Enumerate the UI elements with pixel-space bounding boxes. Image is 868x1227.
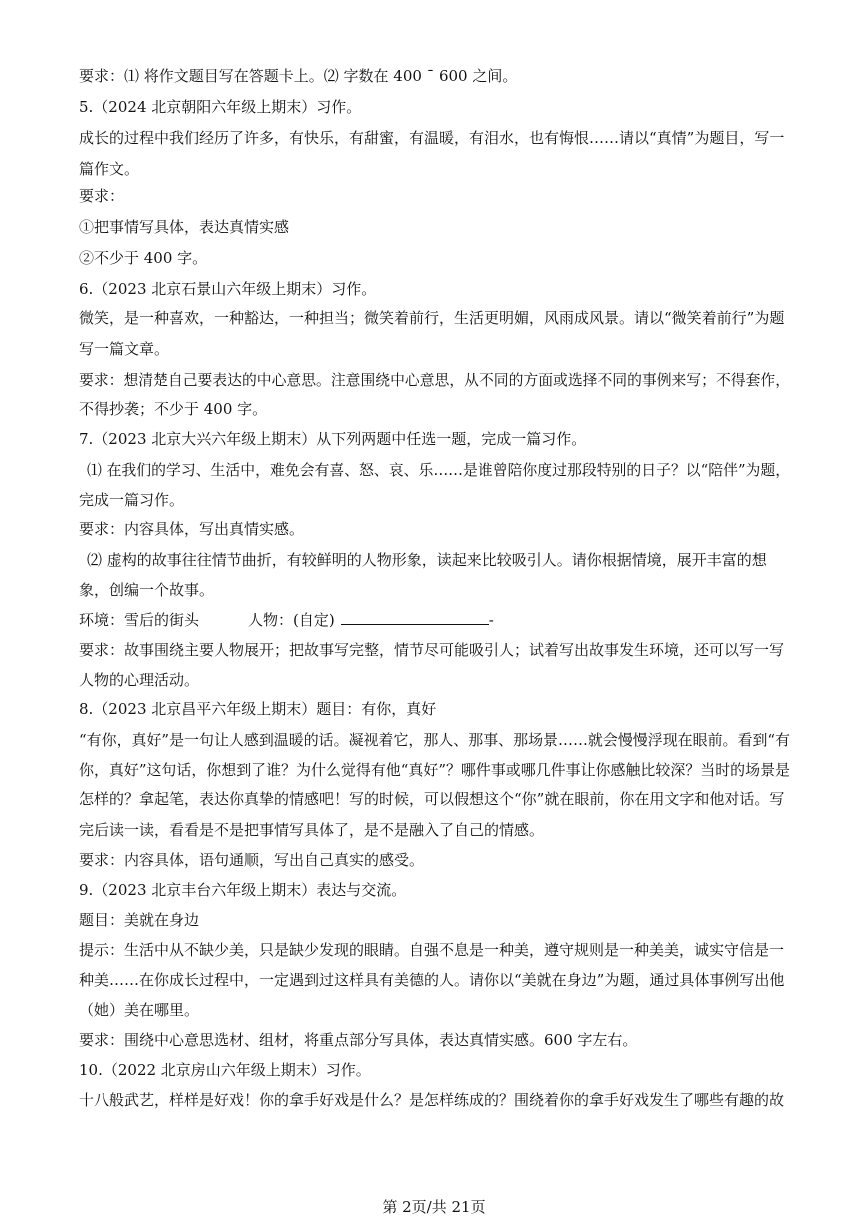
question-heading: 6.（2023 北京石景山六年级上期末）习作。: [79, 280, 377, 298]
text-line: 写一篇文章。: [79, 340, 170, 358]
text-line: 成长的过程中我们经历了许多，有快乐，有甜蜜，有温暖，有泪水，也有悔恨……请以“真情”为题目，写一: [79, 129, 785, 147]
text-line: 题目：美就在身边: [79, 911, 200, 929]
text-line: 不得抄袭；不少于 400 字。: [79, 400, 268, 418]
question-heading: 8.（2023 北京昌平六年级上期末）题目：有你，真好: [79, 700, 437, 718]
text-line: 要求：: [79, 187, 125, 205]
character-line: [248, 610, 494, 630]
text-line: “有你，真好”是一句让人感到温暖的话。凝视着它，那人、那事、那场景……就会慢慢浮现在眼前。看到“有: [79, 731, 791, 749]
text-line: 要求：想清楚自己要表达的中心意思。注意围绕中心意思，从不同的方面或选择不同的事例来写；不得套作，: [79, 371, 791, 389]
text-line: ⑵ 虚构的故事往往情节曲折，有较鲜明的人物形象，读起来比较吸引人。请你根据情境，展开丰富的想: [87, 551, 767, 569]
text-line: 要求：⑴ 将作文题目写在答题卡上。⑵ 字数在 400 ˉ 600 之间。: [79, 67, 518, 85]
question-heading: 9.（2023 北京丰台六年级上期末）表达与交流。: [79, 881, 407, 899]
text-line: 要求：内容具体，语句通顺，写出自己真实的感受。: [79, 851, 425, 869]
text-line: （她）美在哪里。: [79, 1001, 200, 1019]
text-line: 要求：围绕中心意思选材、组材，将重点部分写具体，表达真情实感。600 字左右。: [79, 1031, 638, 1049]
text-line: 微笑，是一种喜欢，一种豁达，一种担当；微笑着前行，生活更明媚，风雨成风景。请以“微笑着前行”为题: [79, 309, 785, 327]
text-line: ②不少于 400 字。: [79, 249, 208, 267]
text-line: 完后读一读，看看是不是把事情写具体了，是不是融入了自己的情感。: [79, 821, 545, 839]
text-line: 十八般武艺，样样是好戏！你的拿手好戏是什么？是怎样练成的？围绕着你的拿手好戏发生了哪些有趣的故: [79, 1091, 785, 1109]
blank-suffix: -: [488, 611, 494, 629]
text-line: ①把事情写具体，表达真情实感: [79, 218, 290, 236]
text-line: 你，真好”这句话，你想到了谁？为什么觉得有他“真好”？哪件事或哪几件事让你感触比较深？当时的场景是: [79, 761, 791, 779]
text-line: 怎样的？拿起笔，表达你真挚的情感吧！写的时候，可以假想这个“你”就在眼前，你在用文字和他对话。写: [79, 790, 785, 808]
question-heading: 5.（2024 北京朝阳六年级上期末）习作。: [79, 98, 362, 116]
text-line: 提示：生活中从不缺少美，只是缺少发现的眼睛。自强不息是一种美，遵守规则是一种美美，诚实守信是一: [79, 941, 785, 959]
text-line: 要求：故事围绕主要人物展开；把故事写完整，情节尽可能吸引人；试着写出故事发生环境，还可以写一写: [79, 641, 785, 659]
text-line: 要求：内容具体，写出真情实感。: [79, 520, 305, 538]
text-line: 环境：雪后的街头: [79, 611, 200, 629]
question-heading: 7.（2023 北京大兴六年级上期末）从下列两题中任选一题，完成一篇习作。: [79, 430, 587, 448]
text-line: 象，创编一个故事。: [79, 581, 215, 599]
text-line: ⑴ 在我们的学习、生活中，难免会有喜、怒、哀、乐……是谁曾陪你度过那段特别的日子？以“陪伴”为题，: [87, 461, 791, 479]
page-footer: 第 2页/共 21页: [382, 1198, 486, 1216]
text-line: 人物的心理活动。: [79, 671, 200, 689]
text-line: 种美……在你成长过程中，一定遇到过这样具有美德的人。请你以“美就在身边”为题，通过具体事例写出他: [79, 971, 785, 989]
character-label: 人物：(自定): [248, 611, 335, 629]
answer-blank: [341, 610, 489, 625]
question-heading: 10.（2022 北京房山六年级上期末）习作。: [79, 1061, 371, 1079]
text-line: 完成一篇习作。: [79, 491, 185, 509]
text-line: 篇作文。: [79, 160, 140, 178]
